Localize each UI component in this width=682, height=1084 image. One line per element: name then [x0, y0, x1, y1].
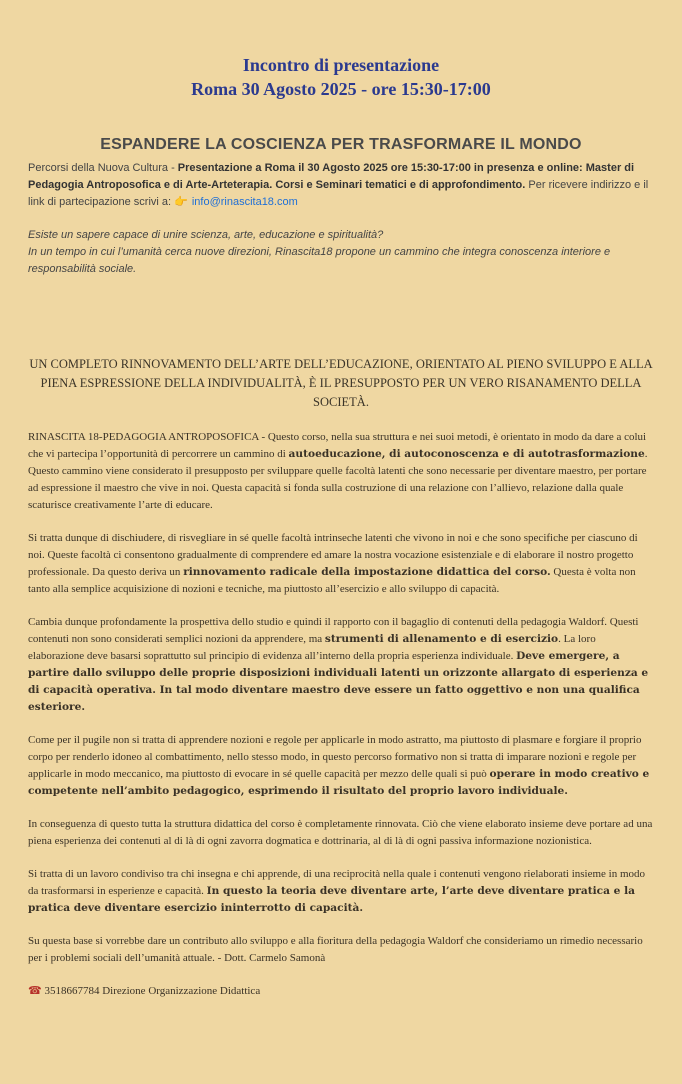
- p2-text-a: Si tratta dunque di dischiudere, di risvegliare in sé quelle facoltà intrinseche latenti che vivono in noi e che sono specifiche per ciascuno di noi. Queste facoltà ci consentono gradualmente di comprendere ed amare la nostra vocazione esistenziale e di elaborare il nostro progetto professionale. Da questo deriva un: [28, 532, 638, 578]
- p4-bold: operare in modo creativo e competente nell’ambito pedagogico, esprimendo il risultato del proprio lavoro individuale.: [28, 768, 650, 797]
- pointing-hand-icon: 👉: [174, 196, 188, 208]
- p3-text-c: . La loro elaborazione deve basarsi soprattutto sul principio di evidenza all’interno della propria esperienza individuale.: [28, 633, 596, 662]
- p4-text-a: Come per il pugile non si tratta di apprendere nozioni e regole per applicarle in modo astratto, ma piuttosto di plasmare e forgiare il proprio corpo per renderlo idoneo al combattimento, nello stesso modo, in questo percorso formativo non si tratta di imparare nozioni e regole per applicarle in modo meccanico, ma piuttosto di evocare in sé quelle capacità per mezzo delle quali si può: [28, 734, 642, 780]
- intro-lead: Percorsi della Nuova Cultura -: [28, 162, 178, 174]
- intro-paragraph: [28, 160, 654, 211]
- italic-line-1: Esiste un sapere capace di unire scienza, arte, educazione e spiritualità?: [28, 229, 384, 241]
- p6-text-a: Si tratta di un lavoro condiviso tra chi insegna e chi apprende, di una reciprocità nella quale i contenuti vengono rielaborati insieme in modo da trasformarsi in esperienze e capacità.: [28, 868, 646, 897]
- p3-bold-2: Deve emergere, a partire dallo sviluppo delle proprie disposizioni individuali latenti un orizzonte allargato di esperienza e di capacità operativa. In tal modo diventare maestro deve essere un fatto oggettivo e non una qualifica esteriore.: [28, 650, 649, 713]
- event-title: Incontro di presentazione: [242, 55, 440, 75]
- italic-question: [28, 227, 654, 278]
- page-title: ESPANDERE LA COSCIENZA PER TRASFORMARE IL MONDO: [100, 136, 582, 153]
- p1-bold: autoeducazione, di autoconoscenza e di autotrasformazione: [288, 448, 645, 460]
- p3-text-a: Cambia dunque profondamente la prospettiva dello studio e quindi il rapporto con il bagaglio di contenuti della pedagogia Waldorf. Questi contenuti non sono considerati semplici nozioni da apprendere, ma: [28, 616, 639, 645]
- paragraph-2: [28, 530, 654, 598]
- intro-bold: Presentazione a Roma il 30 Agosto 2025 ore 15:30-17:00 in presenza e online: Master di Pedagogia Antroposofica e di Arte-Arteterapia. Corsi e Seminari tematici e di approfondimento.: [28, 162, 635, 191]
- p1-text-a: RINASCITA 18-PEDAGOGIA ANTROPOSOFICA - Questo corso, nella sua struttura e nei suoi metodi, è orientato in modo da dare a colui che vi partecipa l’opportunità di percorrere un cammino di: [28, 431, 647, 460]
- footer-contact: [28, 984, 654, 997]
- footer-text: 3518667784 Direzione Organizzazione Didattica: [44, 985, 261, 997]
- p1-text-c: . Questo cammino viene considerato il presupposto per sviluppare quelle facoltà latenti che sono necessarie per diventare maestro, per portare ad espressione il maestro che vive in noi. Questa capacità si fonda sulla costruzione di una relazione con l’allievo, relazione dalla quale scaturisce creativamente l’arte di educare.: [28, 448, 648, 511]
- email-link[interactable]: info@rinascita18.com: [191, 196, 298, 208]
- italic-line-2: In un tempo in cui l’umanità cerca nuove direzioni, Rinascita18 propone un cammino che integra conoscenza interiore e responsabilità sociale.: [28, 246, 611, 275]
- intro-contact-text: Per ricevere indirizzo e il link di partecipazione scrivi a:: [28, 179, 649, 208]
- headline: UN COMPLETO RINNOVAMENTO DELL’ARTE DELL’EDUCAZIONE, ORIENTATO AL PIENO SVILUPPO E ALLA PIENA ESPRESSIONE DELLA INDIVIDUALITÀ, È IL PRESUPPOSTO PER UN VERO RISANAMENTO DELLA SOCIETÀ.: [29, 357, 653, 409]
- paragraph-3: [28, 614, 654, 716]
- event-date: Roma 30 Agosto 2025 - ore 15:30-17:00: [191, 79, 491, 99]
- phone-icon: ☎: [28, 985, 42, 997]
- paragraph-4: [28, 732, 654, 800]
- p2-text-c: Questa è volta non tanto alla semplice acquisizione di nozioni e tecniche, ma piuttosto all’esercizio e allo sviluppo di capacità.: [28, 566, 636, 595]
- paragraph-5: In conseguenza di questo tutta la struttura didattica del corso è completamente rinnovata. Ciò che viene elaborato insieme deve portare ad una piena esperienza dei contenuti al di là di ogni zavorra dogmatica e dottrinaria, al di là di ogni passiva informazione nozionistica.: [28, 818, 653, 847]
- p2-bold: rinnovamento radicale della impostazione didattica del corso.: [183, 566, 551, 578]
- paragraph-6: [28, 866, 654, 917]
- page: [0, 53, 682, 997]
- event-header: [28, 53, 654, 101]
- paragraph-1: [28, 429, 654, 514]
- p6-bold: In questo la teoria deve diventare arte, l’arte deve diventare pratica e la pratica deve diventare esercizio ininterrotto di capacità.: [28, 885, 635, 914]
- p3-bold-1: strumenti di allenamento e di esercizio: [324, 633, 559, 645]
- paragraph-7: Su questa base si vorrebbe dare un contributo allo sviluppo e alla fioritura della pedagogia Waldorf che consideriamo un rimedio necessario per i problemi sociali dell’umanità attuale. - Dott. Carmelo Samonà: [28, 935, 643, 964]
